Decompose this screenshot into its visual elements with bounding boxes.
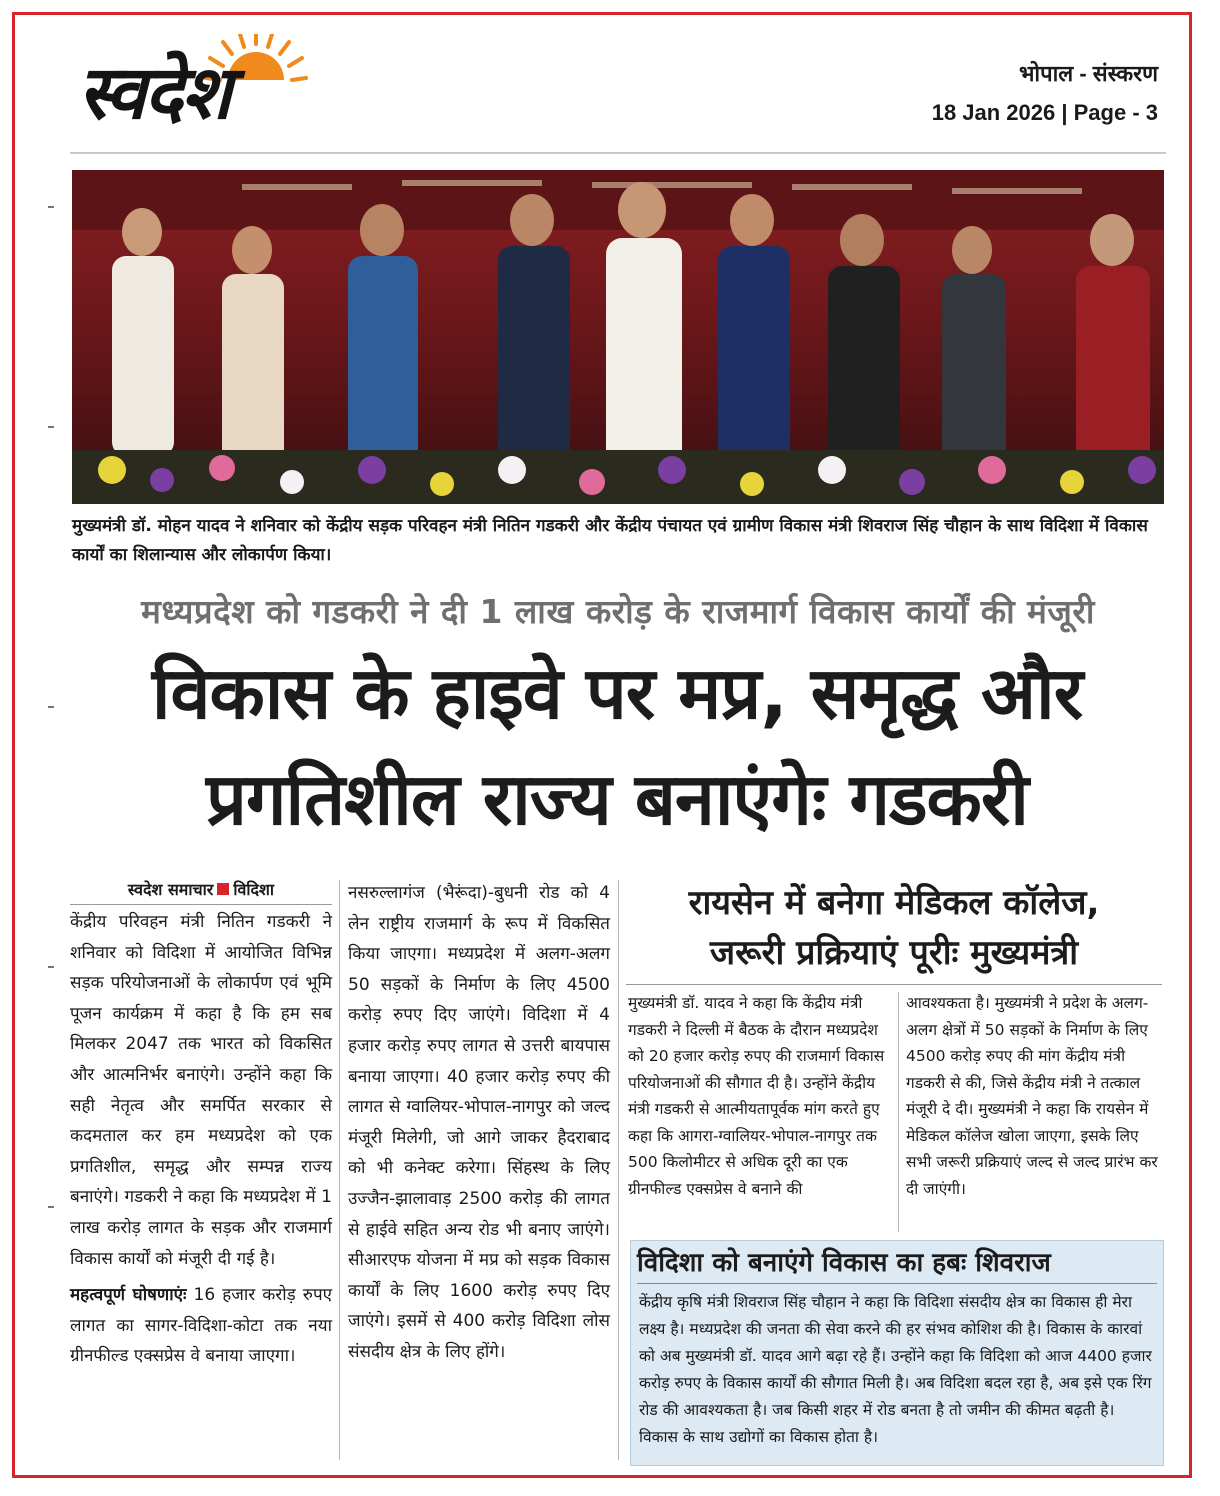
article-column-2: नसरुल्लागंज (भैरूंदा)-बुधनी रोड को 4 लेन राष्ट्रीय राजमार्ग के रूप में विकसित किया जाएगा। मध्यप्रदेश में अलग-अलग 50 सड़कों के निर्माण के लिए 4500 करोड़ रुपए दिए जाएंगे। विदिशा में 4 हजार करोड़ रुपए लागत से उत्तरी बायपास बनाया जाएगा। 40 हजार करोड़ रुपए की लागत से ग्वालियर-भोपाल-नागपुर को जल्द मंजूरी मिलेगी, जो आगे जाकर हैदराबाद को भी कनेक्ट करेगा। सिंहस्थ के लिए उज्जैन-झालावाड़ 2500 करोड़ की लागत से हाईवे सहित अन्य रोड भी बनाए जाएंगे। सीआरएफ योजना में मप्र को सड़क विकास कार्यों के लिए 1600 करोड़ रुपए दिए जाएंगे। इसमें से 400 करोड़ विदिशा लोस संसदीय क्षेत्र के लिए होंगे। (348, 883, 610, 1362)
column-divider (339, 880, 340, 1460)
side-headline-line-2: जरूरी प्रक्रियाएं पूरीः मुख्यमंत्री (709, 933, 1079, 973)
headline-line-2: प्रगतिशील राज्य बनाएंगेः गडकरी (206, 757, 1028, 841)
column-divider (618, 880, 619, 1460)
column-1-text: केंद्रीय परिवहन मंत्री नितिन गडकरी ने शनिवार को विदिशा में आयोजित विभिन्न सड़क परियोजनाओं के लोकार्पण एवं भूमि पूजन कार्यक्रम में कहा है कि हम सब मिलकर 2047 तक भारत को विकसित और आत्मनिर्भर बनाएंगे। उन्होंने कहा कि सही नेतृत्व और समर्पित सरकार से कदमताल कर हम मध्यप्रदेश को एक प्रगतिशील, समृद्ध और सम्पन्न राज्य बनाएंगे। गडकरी ने कहा कि मध्यप्रदेश में 1 लाख करोड़ लागत के सड़क और राजमार्ग विकास कार्यों को मंजूरी दी गई है। (70, 912, 332, 1269)
edition-date-page: 18 Jan 2026 | Page - 3 (931, 100, 1158, 125)
masthead (60, 30, 1170, 160)
side-story-column-2: आवश्यकता है। मुख्यमंत्री ने प्रदेश के अलग-अलग क्षेत्रों में 50 सड़कों के निर्माण के लिए 4500 करोड़ रुपए की मांग केंद्रीय मंत्री गडकरी से की, जिसे केंद्रीय मंत्री ने तत्काल मंजूरी दे दी। मुख्यमंत्री ने कहा कि रायसेन में मेडिकल कॉलेज खोला जाएगा, इसके लिए सभी जरूरी प्रक्रियाएं जल्द से जल्द प्रारंभ कर दी जाएंगी। (906, 994, 1158, 1198)
ceremony-photo-illustration (72, 170, 1164, 504)
side-story-divider (626, 984, 1162, 985)
announcements-lead: महत्वपूर्ण घोषणाएंः (70, 1285, 187, 1306)
red-square-icon (217, 883, 229, 895)
article-column-1 (70, 878, 332, 1372)
box-story-text: केंद्रीय कृषि मंत्री शिवराज सिंह चौहान ने कहा कि विदिशा संसदीय क्षेत्र का विकास ही मेरा लक्ष्य है। मध्यप्रदेश की जनता की सेवा करने की हर संभव कोशिश की है। विकास के कारवां को अब मुख्यमंत्री डॉ. यादव आगे बढ़ा रहे हैं। उन्होंने कहा कि विदिशा को आज 4400 हजार करोड़ रुपए के विकास कार्यों की सौगात मिली है। अब विदिशा बदल रहा है, अब इसे एक रिंग रोड की आवश्यकता है। जब किसी शहर में रोड बनता है तो जमीन की कीमत बढ़ती है। विकास के साथ उद्योगों का विकास होता है। (639, 1293, 1152, 1446)
crop-marks (48, 206, 50, 1216)
headline-line-1: विकास के हाइवे पर मप्र, समृद्ध और (151, 651, 1083, 735)
column-1-text-2: 16 हजार करोड़ रुपए लागत का सागर-विदिशा-कोटा तक नया ग्रीनफील्ड एक्सप्रेस वे बनाया जाएगा। (70, 1285, 332, 1367)
logo-wordmark: स्वदेश (78, 50, 230, 136)
photo-caption: मुख्यमंत्री डॉ. मोहन यादव ने शनिवार को केंद्रीय सड़क परिवहन मंत्री नितिन गडकरी और केंद्रीय पंचायत एवं ग्रामीण विकास मंत्री शिवराज सिंह चौहान के साथ विदिशा में विकास कार्यों का शिलान्यास और लोकार्पण किया। (72, 516, 1148, 565)
news-photo[interactable] (72, 170, 1164, 504)
byline (70, 878, 332, 905)
newspaper-logo[interactable] (78, 34, 418, 154)
column-divider (898, 992, 899, 1232)
byline-place: विदिशा (233, 880, 275, 899)
side-headline-line-1: रायसेन में बनेगा मेडिकल कॉलेज, (688, 883, 1100, 923)
byline-source: स्वदेश समाचार (127, 880, 214, 899)
side-story-headline[interactable] (624, 878, 1164, 978)
box-story-headline[interactable]: विदिशा को बनाएंगे विकास का हबः शिवराज (637, 1243, 1157, 1284)
shivraj-box-story (630, 1240, 1164, 1466)
masthead-divider (70, 152, 1166, 154)
side-story-column-1: मुख्यमंत्री डॉ. यादव ने कहा कि केंद्रीय मंत्री गडकरी ने दिल्ली में बैठक के दौरान मध्यप्रदेश को 20 हजार करोड़ रुपए की राजमार्ग विकास परियोजनाओं की सौगात दी है। उन्होंने केंद्रीय मंत्री गडकरी से आत्मीयतापूर्वक मांग करते हुए कहा कि आगरा-ग्वालियर-भोपाल-नागपुर तक 500 किलोमीटर से अधिक दूरी का एक ग्रीनफील्ड एक्सप्रेस वे बनाने की (628, 994, 885, 1198)
article-kicker: मध्यप्रदेश को गडकरी ने दी 1 लाख करोड़ के राजमार्ग विकास कार्यों की मंजूरी (141, 592, 1095, 631)
edition-info (932, 58, 1158, 126)
article-headline[interactable] (62, 640, 1172, 852)
edition-city: भोपाल - संस्करण (1018, 61, 1158, 86)
